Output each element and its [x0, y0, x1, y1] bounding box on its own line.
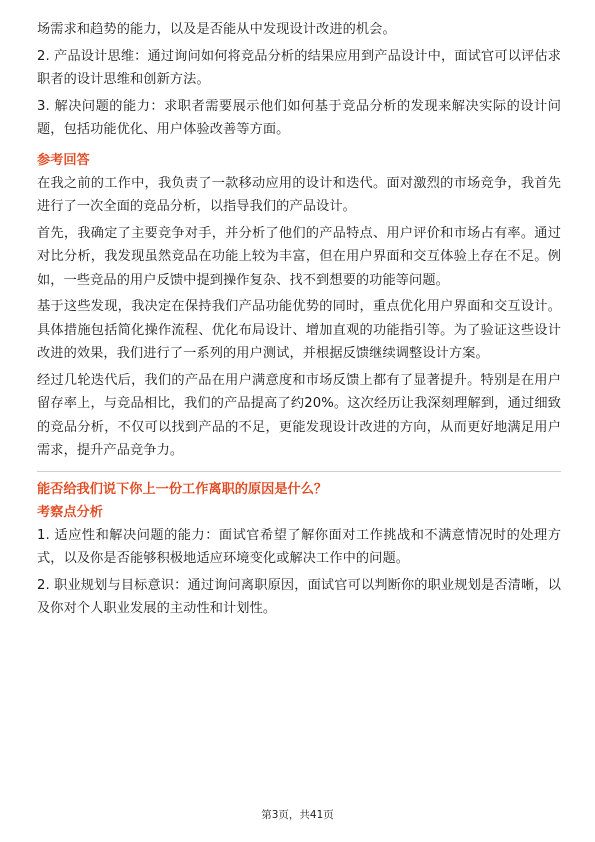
intro-continuation: 场需求和趋势的能力，以及是否能从中发现设计改进的机会。	[37, 22, 396, 37]
answer-paragraph-2: 首先，我确定了主要竞争对手，并分析了他们的产品特点、用户评价和市场占有率。通过对比分析，我发现虽然竞品在功能上较为丰富，但在用户界面和交互体验上存在不足。例如，一些竞品的用户反馈中提到操作复杂、找不到想要的功能等问题。	[37, 225, 561, 288]
analysis-point-1: 1. 适应性和解决问题的能力：面试官希望了解你面对工作挑战和不满意情况时的处理方式，以及你是否能够积极地适应环境变化或解决工作中的问题。	[37, 527, 561, 566]
answer-paragraph-4: 经过几轮迭代后，我们的产品在用户满意度和市场反馈上都有了显著提升。特别是在用户留存率上，与竞品相比，我们的产品提高了约20%。这次经历让我深刻理解到，通过细致的竞品分析，不仅可以找到产品的不足，更能发现设计改进的方向，从而更好地满足用户需求，提升产品竞争力。	[37, 372, 561, 458]
analysis-heading: 考察点分析	[37, 504, 103, 520]
answer-paragraph-1: 在我之前的工作中，我负责了一款移动应用的设计和迭代。面对激烈的市场竞争，我首先进行了一次全面的竞品分析，以指导我们的产品设计。	[37, 175, 561, 214]
answer-paragraph-3: 基于这些发现，我决定在保持我们产品功能优势的同时，重点优化用户界面和交互设计。具体措施包括简化操作流程、优化布局设计、增加直观的功能指引等。为了验证这些设计改进的效果，我们进行了一系列的用户测试，并根据反馈继续调整设计方案。	[37, 299, 561, 361]
previous-point-3: 3. 解决问题的能力：求职者需要展示他们如何基于竞品分析的发现来解决实际的设计问题，包括功能优化、用户体验改善等方面。	[37, 98, 561, 137]
document-page	[37, 18, 561, 621]
page-footer: 第3页，共41页	[261, 809, 334, 821]
reference-answer-heading: 参考回答	[37, 152, 90, 168]
analysis-point-2: 2. 职业规划与目标意识：通过询问离职原因，面试官可以判断你的职业规划是否清晰，以及你对个人职业发展的主动性和计划性。	[37, 577, 561, 616]
section-divider	[37, 471, 561, 472]
previous-point-2: 2. 产品设计思维：通过询问如何将竞品分析的结果应用到产品设计中，面试官可以评估求职者的设计思维和创新方法。	[37, 48, 561, 87]
question-title: 能否给我们说下你上一份工作离职的原因是什么？	[37, 481, 328, 497]
